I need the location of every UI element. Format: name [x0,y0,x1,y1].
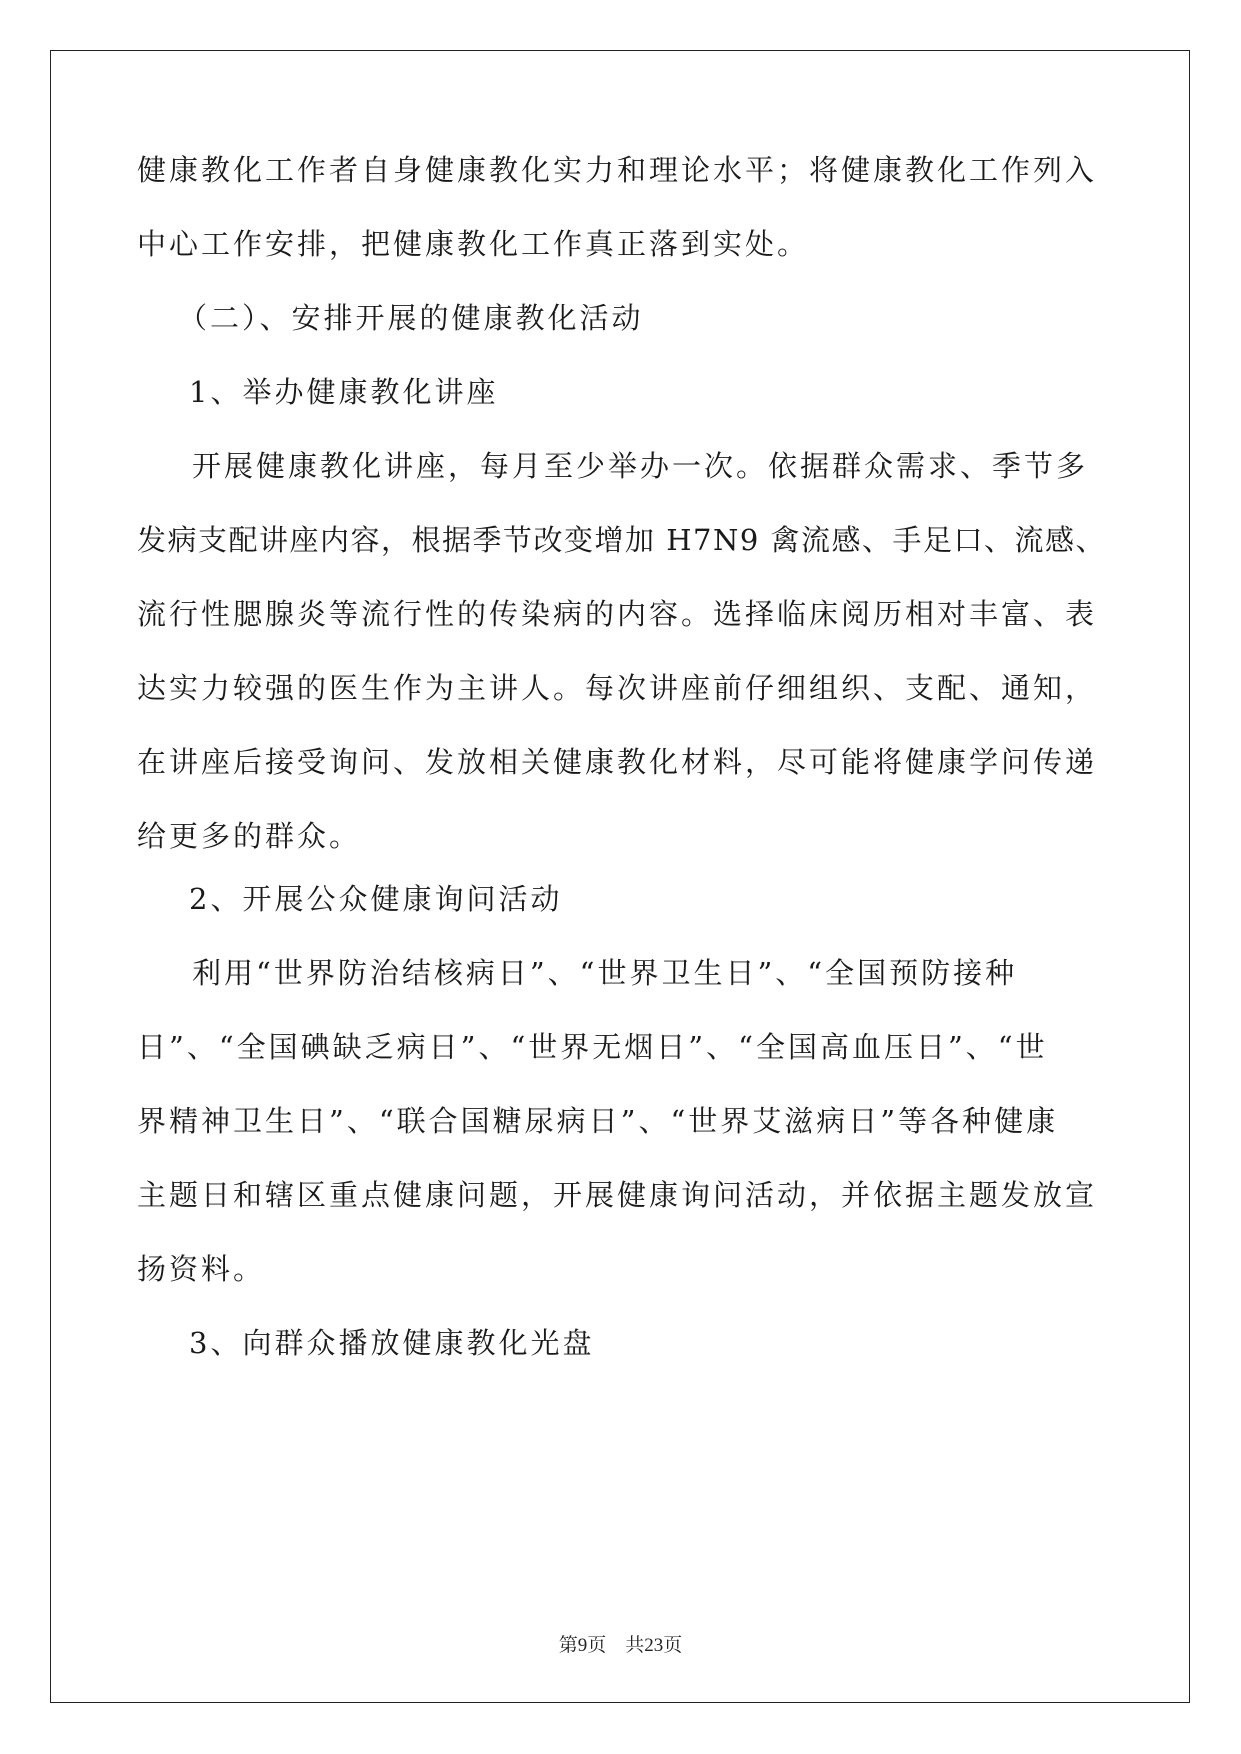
subsection-heading: 2、开展公众健康询问活动 [189,882,563,916]
text-line: 流行性腮腺炎等流行性的传染病的内容。选择临床阅历相对丰富、表 [137,597,1098,631]
text-line: 发病支配讲座内容，根据季节改变增加 H7N9 禽流感、手足口、流感、 [137,523,1107,557]
text-line: 中心工作安排，把健康教化工作真正落到实处。 [137,227,810,261]
section-heading: （二）、安排开展的健康教化活动 [178,301,644,335]
text-line: 主题日和辖区重点健康问题，开展健康询问活动，并依据主题发放宣 [137,1178,1098,1212]
footer-prefix: 第 [558,1635,578,1656]
text-line: 扬资料。 [137,1252,266,1286]
text-line: 给更多的群众。 [137,819,362,853]
page-footer [0,1630,1241,1657]
text-line: 达实力较强的医生作为主讲人。每次讲座前仔细组织、支配、通知， [137,671,1098,705]
text-line: 利用“世界防治结核病日”、“世界卫生日”、“全国预防接种 [192,956,1018,990]
page-number: 9 [577,1635,588,1656]
footer-mid: 页 共 [587,1635,645,1656]
subsection-heading: 1、举办健康教化讲座 [189,375,499,409]
text-line: 在讲座后接受询问、发放相关健康教化材料，尽可能将健康学问传递 [137,745,1098,779]
subsection-heading: 3、向群众播放健康教化光盘 [189,1326,595,1360]
text-line: 健康教化工作者自身健康教化实力和理论水平；将健康教化工作列入 [137,153,1098,187]
footer-suffix: 页 [663,1635,683,1656]
text-line: 开展健康教化讲座，每月至少举办一次。依据群众需求、季节多 [192,449,1089,483]
text-line: 界精神卫生日”、“联合国糖尿病日”、“世界艾滋病日”等各种健康 [137,1104,1059,1138]
total-pages: 23 [644,1635,664,1656]
text-line: 日”、“全国碘缺乏病日”、“世界无烟日”、“全国高血压日”、“世 [137,1030,1048,1064]
